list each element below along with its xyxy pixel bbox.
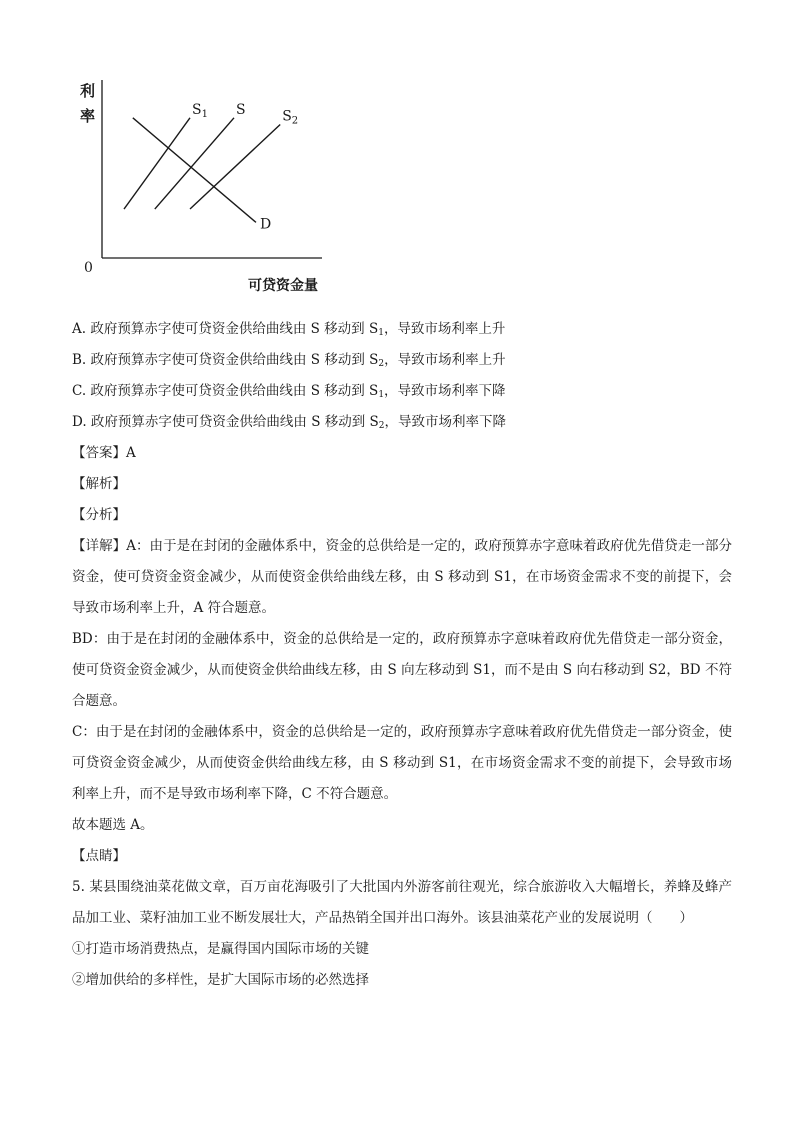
curve-label-sub-S2: 2: [291, 115, 299, 127]
option-text: D. 政府预算赤字使可贷资金供给曲线由 S 移动到 S: [72, 414, 379, 430]
curve-label-S2: $S_2$: [282, 108, 299, 127]
answer-line: [72, 438, 732, 469]
conclusion: 故本题选 A。: [72, 817, 154, 833]
option-text: B. 政府预算赤字使可贷资金供给曲线由 S 移动到 S: [72, 352, 379, 368]
fenxi-label: 【分析】: [72, 507, 126, 523]
detail-paragraph-bd: BD：由于是在封闭的金融体系中，资金的总供给是一定的，政府预算赤字意味着政府优先借贷走一部分资金，使可贷资金资金减少，从而使资金供给曲线左移，由 S 向左移动到 S1，而不是由 S 向右移动到 S2，BD 不符合题意。: [72, 631, 732, 709]
option-subscript: 1: [378, 328, 384, 338]
curve-S2: [190, 125, 280, 210]
curve-label-S: S: [236, 101, 246, 118]
detail-paragraph-a: [72, 531, 732, 624]
option-text: A. 政府预算赤字使可贷资金供给曲线由 S 移动到 S: [72, 321, 379, 337]
option-subscript: 2: [378, 359, 385, 369]
option-list: [72, 314, 732, 438]
option-3: [72, 407, 732, 438]
x-axis-label: 可贷资金量: [248, 278, 318, 294]
document-body: [72, 314, 732, 996]
curve-label-sub-S1: 1: [201, 108, 208, 120]
series-group: [124, 102, 298, 233]
curve-label-D: D: [260, 216, 272, 233]
option-tail: ，导致市场利率上升: [384, 352, 506, 368]
origin-label: 0: [84, 260, 93, 276]
y-axis-label-char-2: 率: [80, 107, 96, 125]
detail-label: 【详解】: [72, 538, 127, 554]
option-subscript: 2: [378, 421, 385, 431]
curve-D: [133, 118, 256, 223]
detail-p1: A：由于是在封闭的金融体系中，资金的总供给是一定的，政府预算赤字意味着政府优先借贷走一部分资金，使可贷资金资金减少，从而使资金供给曲线左移，由 S 移动到 S1，在市场资金需求不变的前提下，会导致市场利率上升，A 符合题意。: [72, 538, 732, 616]
y-axis-label-char-1: 利: [80, 82, 96, 100]
option-tail: ，导致市场利率下降: [384, 414, 507, 430]
answer-label: 【答案】: [72, 445, 126, 461]
question-5-stem: 5. 某县围绕油菜花做文章，百万亩花海吸引了大批国内外游客前往观光，综合旅游收入大幅增长，养蜂及蜂产品加工业、菜籽油加工业不断发展壮大，产品热销全国并出口海外。该县油菜花产业的发展说明（ ）: [72, 879, 732, 926]
supply-demand-chart: [76, 70, 336, 300]
option-tail: ，导致市场利率上升: [383, 321, 506, 337]
answer-value: A: [126, 445, 136, 461]
analysis-label: 【解析】: [72, 476, 126, 492]
option-subscript: 1: [378, 390, 385, 400]
curve-S: [155, 118, 234, 209]
option-tail: ，导致市场利率下降: [384, 383, 506, 399]
option-1: [72, 345, 732, 376]
question-5-item-2: ②增加供给的多样性，是扩大国际市场的必然选择: [72, 972, 369, 988]
curve-label-S1: $S_1$: [192, 101, 208, 120]
option-text: C. 政府预算赤字使可贷资金供给曲线由 S 移动到 S: [72, 383, 379, 399]
dianjing-label: 【点睛】: [72, 848, 126, 864]
chart-svg: [76, 70, 336, 300]
curve-S1: [124, 118, 190, 209]
option-0: [72, 314, 732, 345]
detail-paragraph-c: C：由于是在封闭的金融体系中，资金的总供给是一定的，政府预算赤字意味着政府优先借贷走一部分资金，使可贷资金资金减少，从而使资金供给曲线左移，由 S 移动到 S1，在市场资金需求不变的前提下，会导致市场利率上升，而不是导致市场利率下降，C 不符合题意。: [72, 724, 732, 802]
option-2: [72, 376, 732, 407]
question-5-item-1: ①打造市场消费热点，是赢得国内国际市场的关键: [72, 941, 369, 957]
